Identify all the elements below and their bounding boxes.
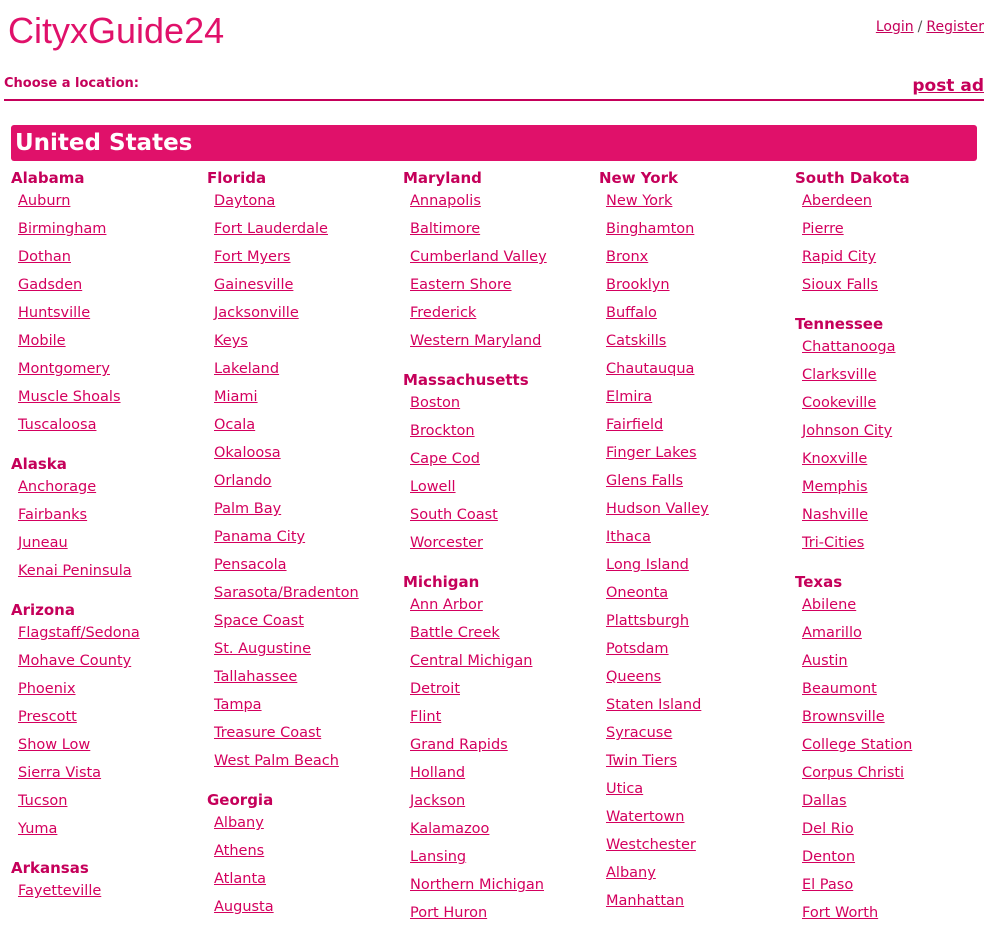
city-link[interactable]: Oneonta xyxy=(606,585,669,601)
city-link[interactable]: Long Island xyxy=(606,557,689,573)
city-link[interactable]: Frederick xyxy=(410,305,477,321)
city-link[interactable]: Aberdeen xyxy=(802,193,872,209)
city-list-item xyxy=(403,392,599,420)
city-link[interactable]: Brockton xyxy=(410,423,475,439)
register-link[interactable]: Register xyxy=(926,19,984,35)
city-list-item xyxy=(599,246,795,274)
choose-location-label: Choose a location: xyxy=(4,76,139,91)
state-column xyxy=(403,166,599,940)
country-heading: United States xyxy=(11,125,977,161)
city-list-item xyxy=(207,386,403,414)
city-link[interactable]: Grand Rapids xyxy=(410,737,508,753)
city-list-item xyxy=(403,846,599,874)
auth-separator: / xyxy=(917,19,923,35)
city-list-item xyxy=(403,218,599,246)
city-link[interactable]: Mobile xyxy=(18,333,66,349)
city-list xyxy=(207,190,403,778)
city-link[interactable]: Brooklyn xyxy=(606,277,670,293)
city-list-item xyxy=(795,448,991,476)
site-logo[interactable]: CityxGuide24 xyxy=(8,10,225,51)
city-list xyxy=(795,594,991,930)
city-link[interactable]: Syracuse xyxy=(606,725,673,741)
city-link[interactable]: Montgomery xyxy=(18,361,110,377)
city-link[interactable]: Fort Lauderdale xyxy=(214,221,328,237)
city-list-item xyxy=(795,874,991,902)
city-link[interactable]: Boston xyxy=(410,395,461,411)
city-link[interactable]: Daytona xyxy=(214,193,276,209)
city-link[interactable]: West Palm Beach xyxy=(214,753,339,769)
city-list-item xyxy=(207,638,403,666)
city-list-item xyxy=(599,330,795,358)
city-link[interactable]: Albany xyxy=(214,815,264,831)
city-link[interactable]: Mohave County xyxy=(18,653,132,669)
city-link[interactable]: Memphis xyxy=(802,479,868,495)
state-column xyxy=(207,166,403,934)
city-link[interactable]: Utica xyxy=(606,781,644,797)
city-list-item xyxy=(207,190,403,218)
city-list-item xyxy=(403,594,599,622)
city-list-item xyxy=(599,610,795,638)
city-link[interactable]: Space Coast xyxy=(214,613,304,629)
city-list-item xyxy=(795,504,991,532)
city-link[interactable]: Birmingham xyxy=(18,221,107,237)
city-link[interactable]: Fayetteville xyxy=(18,883,102,899)
city-link[interactable]: Auburn xyxy=(18,193,71,209)
state-column xyxy=(11,166,207,918)
city-list-item xyxy=(403,532,599,560)
city-list-item xyxy=(403,650,599,678)
state-heading: Arkansas xyxy=(11,859,89,877)
city-link[interactable]: Fairbanks xyxy=(18,507,88,523)
city-list-item xyxy=(795,190,991,218)
city-link[interactable]: Port Huron xyxy=(410,905,488,921)
city-link[interactable]: Fort Worth xyxy=(802,905,879,921)
city-list-item xyxy=(403,762,599,790)
city-link[interactable]: Western Maryland xyxy=(410,333,542,349)
city-list-item xyxy=(403,874,599,902)
city-list-item xyxy=(11,790,207,818)
city-list-item xyxy=(599,358,795,386)
city-link[interactable]: Beaumont xyxy=(802,681,877,697)
city-list-item xyxy=(11,504,207,532)
city-list-item xyxy=(403,420,599,448)
city-link[interactable]: Annapolis xyxy=(410,193,481,209)
city-list-item xyxy=(11,560,207,588)
city-link[interactable]: Jacksonville xyxy=(214,305,299,321)
city-link[interactable]: Lowell xyxy=(410,479,456,495)
city-link[interactable]: Tri-Cities xyxy=(802,535,865,551)
city-list xyxy=(599,190,795,918)
city-link[interactable]: Prescott xyxy=(18,709,77,725)
city-link[interactable]: Fort Myers xyxy=(214,249,291,265)
city-list-item xyxy=(599,806,795,834)
state-heading: Alabama xyxy=(11,169,85,187)
city-link[interactable]: Battle Creek xyxy=(410,625,500,641)
city-link[interactable]: Knoxville xyxy=(802,451,868,467)
city-list xyxy=(11,622,207,846)
city-list-item xyxy=(599,274,795,302)
city-link[interactable]: Yuma xyxy=(18,821,58,837)
city-link[interactable]: Muscle Shoals xyxy=(18,389,121,405)
city-list-item xyxy=(207,666,403,694)
city-list xyxy=(11,190,207,442)
city-link[interactable]: Amarillo xyxy=(802,625,862,641)
city-list-item xyxy=(403,734,599,762)
city-link[interactable]: Holland xyxy=(410,765,466,781)
city-list-item xyxy=(599,834,795,862)
city-list-item xyxy=(207,750,403,778)
state-heading: Tennessee xyxy=(795,315,884,333)
city-list xyxy=(795,336,991,560)
city-link[interactable]: Gainesville xyxy=(214,277,294,293)
city-list-item xyxy=(11,190,207,218)
city-list-item xyxy=(207,358,403,386)
city-link[interactable]: Northern Michigan xyxy=(410,877,544,893)
city-list-item xyxy=(795,594,991,622)
city-link[interactable]: Central Michigan xyxy=(410,653,533,669)
city-list xyxy=(11,880,207,908)
city-list-item xyxy=(207,526,403,554)
city-list-item xyxy=(11,762,207,790)
city-link[interactable]: Orlando xyxy=(214,473,272,489)
city-link[interactable]: Cape Cod xyxy=(410,451,480,467)
city-link[interactable]: Nashville xyxy=(802,507,869,523)
city-list-item xyxy=(795,218,991,246)
city-link[interactable]: Show Low xyxy=(18,737,91,753)
city-link[interactable]: Hudson Valley xyxy=(606,501,709,517)
city-link[interactable]: Sioux Falls xyxy=(802,277,878,293)
city-link[interactable]: St. Augustine xyxy=(214,641,311,657)
city-list-item xyxy=(599,666,795,694)
header-divider xyxy=(4,99,984,101)
city-list-item xyxy=(403,330,599,358)
city-list-item xyxy=(11,706,207,734)
city-link[interactable]: Flint xyxy=(410,709,442,725)
city-link[interactable]: Treasure Coast xyxy=(214,725,322,741)
city-list-item xyxy=(11,330,207,358)
city-link[interactable]: Tucson xyxy=(18,793,68,809)
city-link[interactable]: Potsdam xyxy=(606,641,669,657)
city-link[interactable]: Sierra Vista xyxy=(18,765,102,781)
city-list-item xyxy=(795,246,991,274)
state-column xyxy=(795,166,991,940)
city-list-item xyxy=(403,274,599,302)
city-list-item xyxy=(207,694,403,722)
city-link[interactable]: Gadsden xyxy=(18,277,83,293)
city-link[interactable]: Johnson City xyxy=(802,423,893,439)
city-list-item xyxy=(403,476,599,504)
city-list-item xyxy=(11,386,207,414)
city-list-item xyxy=(599,750,795,778)
city-list-item xyxy=(11,246,207,274)
city-link[interactable]: Jackson xyxy=(410,793,466,809)
city-link[interactable]: Miami xyxy=(214,389,258,405)
state-heading: South Dakota xyxy=(795,169,910,187)
city-link[interactable]: El Paso xyxy=(802,877,854,893)
city-list-item xyxy=(207,330,403,358)
city-link[interactable]: Westchester xyxy=(606,837,696,853)
city-list-item xyxy=(207,554,403,582)
city-list-item xyxy=(11,218,207,246)
city-link[interactable]: Catskills xyxy=(606,333,667,349)
city-link[interactable]: Dothan xyxy=(18,249,71,265)
login-link[interactable]: Login xyxy=(875,19,914,35)
city-list-item xyxy=(599,694,795,722)
city-link[interactable]: Twin Tiers xyxy=(606,753,678,769)
city-list-item xyxy=(207,470,403,498)
auth-links xyxy=(876,19,984,35)
city-list-item xyxy=(11,818,207,846)
site-header xyxy=(0,0,1004,102)
city-list-item xyxy=(403,622,599,650)
city-link[interactable]: Chattanooga xyxy=(802,339,896,355)
city-list-item xyxy=(207,498,403,526)
city-link[interactable]: Del Rio xyxy=(802,821,854,837)
city-list-item xyxy=(599,778,795,806)
city-link[interactable]: Lakeland xyxy=(214,361,280,377)
city-list-item xyxy=(599,862,795,890)
city-link[interactable]: New York xyxy=(606,193,673,209)
city-list-item xyxy=(207,722,403,750)
city-list xyxy=(403,190,599,358)
city-link[interactable]: Chautauqua xyxy=(606,361,695,377)
state-heading: Florida xyxy=(207,169,267,187)
city-list-item xyxy=(599,470,795,498)
state-column xyxy=(599,166,795,928)
city-link[interactable]: Flagstaff/Sedona xyxy=(18,625,140,641)
city-link[interactable]: Tampa xyxy=(214,697,262,713)
state-heading: Texas xyxy=(795,573,843,591)
city-list xyxy=(403,392,599,560)
city-list-item xyxy=(11,358,207,386)
city-list-item xyxy=(11,302,207,330)
city-list-item xyxy=(11,476,207,504)
city-list-item xyxy=(207,274,403,302)
city-list xyxy=(403,594,599,930)
city-list-item xyxy=(599,554,795,582)
city-list-item xyxy=(207,302,403,330)
city-link[interactable]: Keys xyxy=(214,333,248,349)
city-link[interactable]: Albany xyxy=(606,865,656,881)
city-list-item xyxy=(599,638,795,666)
city-list-item xyxy=(403,678,599,706)
city-list-item xyxy=(795,846,991,874)
city-list-item xyxy=(403,504,599,532)
city-link[interactable]: Lansing xyxy=(410,849,467,865)
city-link[interactable]: Cumberland Valley xyxy=(410,249,547,265)
city-link[interactable]: South Coast xyxy=(410,507,498,523)
city-link[interactable]: Abilene xyxy=(802,597,857,613)
city-list-item xyxy=(11,678,207,706)
city-list-item xyxy=(795,762,991,790)
city-list-item xyxy=(795,274,991,302)
city-list-item xyxy=(795,902,991,930)
city-link[interactable]: Staten Island xyxy=(606,697,702,713)
city-link[interactable]: Ithaca xyxy=(606,529,651,545)
city-list-item xyxy=(207,812,403,840)
state-heading: Maryland xyxy=(403,169,482,187)
city-list-item xyxy=(599,414,795,442)
city-list-item xyxy=(207,414,403,442)
city-list-item xyxy=(403,448,599,476)
city-link[interactable]: Augusta xyxy=(214,899,274,915)
city-list-item xyxy=(795,476,991,504)
city-list-item xyxy=(403,902,599,930)
city-link[interactable]: Dallas xyxy=(802,793,847,809)
city-list-item xyxy=(403,790,599,818)
city-link[interactable]: Binghamton xyxy=(606,221,695,237)
city-link[interactable]: Ann Arbor xyxy=(410,597,483,613)
city-list-item xyxy=(207,582,403,610)
city-list-item xyxy=(795,706,991,734)
city-list-item xyxy=(207,840,403,868)
post-ad-link[interactable]: post ad xyxy=(912,76,984,96)
city-link[interactable]: Phoenix xyxy=(18,681,76,697)
city-link[interactable]: Austin xyxy=(802,653,848,669)
city-list-item xyxy=(795,790,991,818)
city-list-item xyxy=(11,734,207,762)
city-link[interactable]: Palm Bay xyxy=(214,501,282,517)
city-link[interactable]: Ocala xyxy=(214,417,256,433)
city-list-item xyxy=(11,650,207,678)
city-list-item xyxy=(795,650,991,678)
city-list-item xyxy=(795,420,991,448)
city-list-item xyxy=(11,274,207,302)
city-list-item xyxy=(207,246,403,274)
city-list-item xyxy=(11,532,207,560)
city-link[interactable]: Baltimore xyxy=(410,221,481,237)
city-link[interactable]: Finger Lakes xyxy=(606,445,697,461)
city-link[interactable]: Watertown xyxy=(606,809,685,825)
city-list-item xyxy=(795,532,991,560)
city-link[interactable]: Clarksville xyxy=(802,367,877,383)
state-heading: Michigan xyxy=(403,573,480,591)
city-list-item xyxy=(795,392,991,420)
city-list-item xyxy=(207,610,403,638)
city-link[interactable]: Fairfield xyxy=(606,417,664,433)
city-link[interactable]: Tallahassee xyxy=(214,669,298,685)
city-list-item xyxy=(403,246,599,274)
city-link[interactable]: Glens Falls xyxy=(606,473,684,489)
city-link[interactable]: Worcester xyxy=(410,535,484,551)
city-link[interactable]: Brownsville xyxy=(802,709,885,725)
city-link[interactable]: Plattsburgh xyxy=(606,613,690,629)
city-link[interactable]: Rapid City xyxy=(802,249,877,265)
city-link[interactable]: Atlanta xyxy=(214,871,267,887)
city-list-item xyxy=(599,386,795,414)
city-list-item xyxy=(11,622,207,650)
city-link[interactable]: Kenai Peninsula xyxy=(18,563,132,579)
city-list-item xyxy=(599,498,795,526)
city-list-item xyxy=(795,678,991,706)
city-list-item xyxy=(795,336,991,364)
state-heading: Alaska xyxy=(11,455,67,473)
city-link[interactable]: College Station xyxy=(802,737,913,753)
city-link[interactable]: Manhattan xyxy=(606,893,685,909)
city-link[interactable]: Huntsville xyxy=(18,305,91,321)
city-list-item xyxy=(795,622,991,650)
city-list-item xyxy=(599,190,795,218)
city-list-item xyxy=(599,722,795,750)
city-link[interactable]: Panama City xyxy=(214,529,306,545)
state-heading: Massachusetts xyxy=(403,371,529,389)
state-heading: Georgia xyxy=(207,791,274,809)
city-link[interactable]: Anchorage xyxy=(18,479,97,495)
city-link[interactable]: Okaloosa xyxy=(214,445,281,461)
city-list-item xyxy=(207,218,403,246)
city-list-item xyxy=(207,896,403,924)
city-list-item xyxy=(403,190,599,218)
city-link[interactable]: Bronx xyxy=(606,249,649,265)
city-list-item xyxy=(795,364,991,392)
city-list-item xyxy=(599,442,795,470)
city-link[interactable]: Eastern Shore xyxy=(410,277,512,293)
city-list-item xyxy=(11,880,207,908)
city-list-item xyxy=(795,734,991,762)
city-link[interactable]: Sarasota/Bradenton xyxy=(214,585,359,601)
city-link[interactable]: Kalamazoo xyxy=(410,821,490,837)
city-link[interactable]: Elmira xyxy=(606,389,653,405)
city-link[interactable]: Buffalo xyxy=(606,305,657,321)
city-list-item xyxy=(403,706,599,734)
city-link[interactable]: Corpus Christi xyxy=(802,765,905,781)
city-list xyxy=(207,812,403,924)
city-link[interactable]: Juneau xyxy=(18,535,68,551)
city-link[interactable]: Queens xyxy=(606,669,662,685)
city-link[interactable]: Pierre xyxy=(802,221,844,237)
city-list-item xyxy=(11,414,207,442)
city-list-item xyxy=(795,818,991,846)
city-list-item xyxy=(403,302,599,330)
city-link[interactable]: Denton xyxy=(802,849,856,865)
city-list xyxy=(795,190,991,302)
state-heading: New York xyxy=(599,169,678,187)
city-link[interactable]: Cookeville xyxy=(802,395,877,411)
city-link[interactable]: Detroit xyxy=(410,681,460,697)
city-list xyxy=(11,476,207,588)
state-heading: Arizona xyxy=(11,601,75,619)
city-link[interactable]: Athens xyxy=(214,843,265,859)
city-list-item xyxy=(403,818,599,846)
city-list-item xyxy=(599,302,795,330)
city-list-item xyxy=(207,868,403,896)
city-link[interactable]: Pensacola xyxy=(214,557,287,573)
city-list-item xyxy=(207,442,403,470)
city-link[interactable]: Tuscaloosa xyxy=(18,417,97,433)
city-list-item xyxy=(599,218,795,246)
city-list-item xyxy=(599,582,795,610)
city-list-item xyxy=(599,526,795,554)
